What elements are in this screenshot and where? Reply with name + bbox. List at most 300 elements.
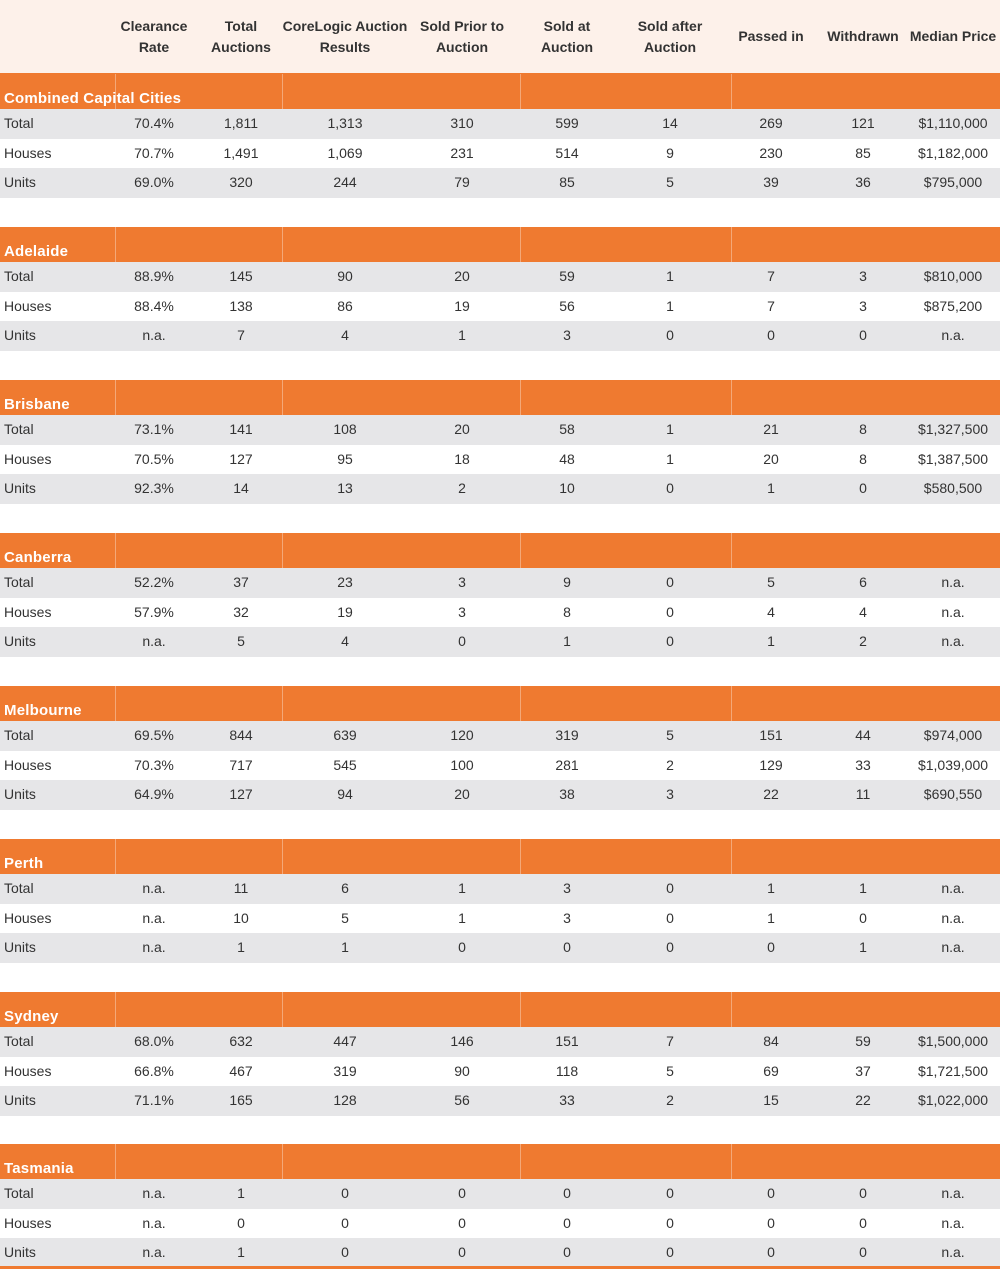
section-title-divider (731, 380, 732, 415)
cell-sold-prior-to-auction: 20 (454, 268, 470, 284)
cell-sold-after-auction: 0 (666, 633, 674, 649)
cell-sold-prior-to-auction: 20 (454, 786, 470, 802)
section-title-divider (520, 227, 521, 262)
cell-sold-prior-to-auction: 310 (450, 115, 474, 131)
cell-withdrawn: 6 (859, 574, 867, 590)
cell-sold-after-auction: 0 (666, 1244, 674, 1260)
cell-corelogic-auction-results: 128 (333, 1092, 357, 1108)
cell-sold-after-auction: 9 (666, 144, 674, 161)
cell-passed-in: 39 (763, 174, 779, 190)
cell-median-price: $1,039,000 (917, 756, 989, 773)
cell-withdrawn: 85 (855, 144, 871, 161)
row-label: Total (4, 421, 34, 437)
table-row (0, 627, 1000, 657)
cell-sold-after-auction: 0 (666, 603, 674, 620)
table-row (0, 1238, 1000, 1268)
section-title-bar (0, 686, 1000, 721)
cell-total-auctions: 320 (229, 174, 253, 190)
section-tasmania (0, 1144, 1000, 1268)
cell-clearance-rate: 70.7% (134, 144, 174, 161)
cell-sold-at-auction: 0 (563, 1185, 571, 1201)
cell-median-price: $1,500,000 (917, 1033, 989, 1049)
section-canberra (0, 533, 1000, 657)
cell-total-auctions: 0 (237, 1214, 245, 1231)
cell-median-price: $875,200 (923, 297, 983, 314)
cell-passed-in: 269 (759, 115, 783, 131)
cell-total-auctions: 141 (229, 421, 253, 437)
cell-corelogic-auction-results: 0 (341, 1214, 349, 1231)
cell-sold-prior-to-auction: 0 (458, 1185, 466, 1201)
column-header-sold-at-auction: Sold at Auction (540, 17, 594, 55)
cell-withdrawn: 44 (855, 727, 871, 743)
column-header-withdrawn: Withdrawn (827, 28, 899, 44)
section-title-divider (282, 74, 283, 109)
cell-total-auctions: 14 (233, 480, 249, 496)
table-row (0, 1027, 1000, 1057)
section-title-divider (115, 380, 116, 415)
row-label: Units (4, 327, 36, 343)
cell-total-auctions: 145 (229, 268, 253, 284)
cell-sold-at-auction: 9 (563, 574, 571, 590)
cell-passed-in: 1 (767, 909, 775, 926)
cell-sold-after-auction: 0 (666, 1185, 674, 1201)
section-title-divider (731, 992, 732, 1027)
section-perth (0, 839, 1000, 963)
cell-median-price: n.a. (941, 633, 965, 649)
row-label: Units (4, 174, 36, 190)
section-title-bar (0, 839, 1000, 874)
section-title-divider (282, 227, 283, 262)
section-title: Perth (4, 855, 44, 872)
table-row (0, 780, 1000, 810)
cell-passed-in: 1 (767, 480, 775, 496)
table-bottom-rule (0, 1266, 1000, 1269)
cell-sold-after-auction: 0 (666, 880, 674, 896)
cell-clearance-rate: n.a. (142, 327, 166, 343)
section-title-bar (0, 992, 1000, 1027)
cell-sold-after-auction: 0 (666, 480, 674, 496)
cell-corelogic-auction-results: 447 (333, 1033, 357, 1049)
cell-total-auctions: 10 (233, 909, 249, 926)
cell-sold-after-auction: 0 (666, 1214, 674, 1231)
cell-median-price: $1,110,000 (918, 115, 988, 131)
table-row (0, 109, 1000, 139)
cell-corelogic-auction-results: 90 (337, 268, 353, 284)
cell-sold-at-auction: 0 (563, 1214, 571, 1231)
table-row (0, 139, 1000, 169)
column-header-sold-prior-to-auction: Sold Prior to Auction (420, 17, 504, 55)
cell-corelogic-auction-results: 244 (333, 174, 357, 190)
table-row (0, 904, 1000, 934)
cell-passed-in: 69 (763, 1062, 779, 1079)
section-title: Brisbane (4, 396, 70, 413)
cell-withdrawn: 8 (859, 421, 867, 437)
cell-withdrawn: 2 (859, 633, 867, 649)
section-title: Melbourne (4, 702, 82, 719)
cell-clearance-rate: 70.4% (134, 115, 174, 131)
cell-sold-after-auction: 7 (666, 1033, 674, 1049)
cell-total-auctions: 127 (229, 786, 253, 802)
cell-corelogic-auction-results: 0 (341, 1244, 349, 1260)
row-label: Houses (4, 1214, 52, 1231)
cell-sold-at-auction: 118 (555, 1062, 579, 1079)
cell-withdrawn: 0 (859, 480, 867, 496)
section-title-divider (282, 380, 283, 415)
section-title-divider (731, 227, 732, 262)
section-title-divider (520, 380, 521, 415)
row-label: Houses (4, 603, 52, 620)
cell-sold-prior-to-auction: 56 (454, 1092, 470, 1108)
cell-corelogic-auction-results: 4 (341, 633, 349, 649)
row-label: Houses (4, 144, 52, 161)
cell-sold-at-auction: 0 (563, 939, 571, 955)
cell-total-auctions: 467 (229, 1062, 253, 1079)
section-title-bar (0, 1144, 1000, 1179)
cell-total-auctions: 1 (237, 1244, 245, 1260)
cell-corelogic-auction-results: 94 (337, 786, 353, 802)
cell-sold-after-auction: 2 (666, 756, 674, 773)
cell-clearance-rate: 68.0% (134, 1033, 174, 1049)
cell-sold-at-auction: 281 (555, 756, 579, 773)
cell-median-price: $580,500 (923, 480, 983, 496)
cell-clearance-rate: n.a. (142, 1185, 166, 1201)
cell-clearance-rate: n.a. (142, 1244, 166, 1260)
cell-sold-at-auction: 0 (563, 1244, 571, 1260)
row-label: Units (4, 786, 36, 802)
section-title: Sydney (4, 1008, 59, 1025)
cell-clearance-rate: 71.1% (134, 1092, 174, 1108)
cell-total-auctions: 632 (229, 1033, 253, 1049)
table-row (0, 1209, 1000, 1239)
cell-sold-prior-to-auction: 1 (458, 880, 466, 896)
row-label: Units (4, 1092, 36, 1108)
cell-sold-after-auction: 0 (666, 939, 674, 955)
cell-withdrawn: 1 (859, 880, 867, 896)
section-title-divider (520, 686, 521, 721)
section-title-divider (282, 839, 283, 874)
cell-corelogic-auction-results: 4 (341, 327, 349, 343)
cell-passed-in: 15 (763, 1092, 779, 1108)
cell-total-auctions: 165 (229, 1092, 253, 1108)
cell-median-price: n.a. (941, 909, 965, 926)
cell-sold-after-auction: 2 (666, 1092, 674, 1108)
cell-sold-after-auction: 1 (666, 421, 674, 437)
section-title: Tasmania (4, 1160, 74, 1177)
column-header-corelogic-auction-results: CoreLogic Auction Results (282, 17, 408, 55)
cell-sold-prior-to-auction: 0 (458, 633, 466, 649)
row-label: Houses (4, 450, 52, 467)
table-row (0, 1179, 1000, 1209)
cell-passed-in: 1 (767, 633, 775, 649)
cell-median-price: n.a. (941, 574, 965, 590)
cell-sold-prior-to-auction: 1 (458, 909, 466, 926)
cell-sold-at-auction: 599 (555, 115, 579, 131)
section-title-divider (731, 839, 732, 874)
row-label: Units (4, 480, 36, 496)
cell-withdrawn: 11 (855, 786, 871, 802)
cell-sold-after-auction: 3 (666, 786, 674, 802)
cell-clearance-rate: 66.8% (134, 1062, 174, 1079)
table-row (0, 933, 1000, 963)
cell-sold-at-auction: 3 (563, 880, 571, 896)
cell-median-price: n.a. (941, 939, 965, 955)
row-label: Total (4, 727, 34, 743)
cell-withdrawn: 22 (855, 1092, 871, 1108)
cell-withdrawn: 0 (859, 909, 867, 926)
table-row (0, 751, 1000, 781)
cell-median-price: $810,000 (923, 268, 983, 284)
cell-withdrawn: 4 (859, 603, 867, 620)
cell-total-auctions: 1,491 (223, 144, 259, 161)
cell-clearance-rate: 88.4% (134, 297, 174, 314)
section-title-bar (0, 74, 1000, 109)
table-header (0, 0, 1000, 76)
row-label: Units (4, 633, 36, 649)
cell-total-auctions: 32 (233, 603, 249, 620)
cell-median-price: n.a. (941, 880, 965, 896)
section-title-divider (115, 686, 116, 721)
cell-corelogic-auction-results: 0 (341, 1185, 349, 1201)
section-title-divider (520, 533, 521, 568)
cell-passed-in: 7 (767, 268, 775, 284)
section-title-bar (0, 533, 1000, 568)
cell-corelogic-auction-results: 1 (341, 939, 349, 955)
cell-sold-prior-to-auction: 146 (450, 1033, 474, 1049)
cell-sold-prior-to-auction: 3 (458, 574, 466, 590)
cell-sold-after-auction: 0 (666, 909, 674, 926)
section-title-divider (115, 533, 116, 568)
cell-sold-prior-to-auction: 120 (450, 727, 474, 743)
cell-sold-at-auction: 59 (559, 268, 575, 284)
cell-total-auctions: 11 (233, 880, 249, 896)
section-title-divider (520, 74, 521, 109)
cell-corelogic-auction-results: 545 (333, 756, 357, 773)
cell-withdrawn: 37 (855, 1062, 871, 1079)
column-header-sold-after-auction: Sold after Auction (637, 17, 703, 55)
cell-corelogic-auction-results: 86 (337, 297, 353, 314)
section-title-divider (731, 74, 732, 109)
cell-median-price: $974,000 (923, 727, 983, 743)
cell-sold-prior-to-auction: 3 (458, 603, 466, 620)
cell-clearance-rate: n.a. (142, 939, 166, 955)
row-label: Total (4, 1033, 34, 1049)
section-title: Adelaide (4, 243, 69, 260)
cell-sold-prior-to-auction: 231 (450, 144, 474, 161)
cell-sold-prior-to-auction: 0 (458, 1214, 466, 1231)
row-label: Total (4, 268, 34, 284)
cell-passed-in: 129 (759, 756, 783, 773)
cell-total-auctions: 5 (237, 633, 245, 649)
cell-corelogic-auction-results: 19 (337, 603, 353, 620)
cell-corelogic-auction-results: 95 (337, 450, 353, 467)
cell-passed-in: 84 (763, 1033, 779, 1049)
cell-corelogic-auction-results: 5 (341, 909, 349, 926)
cell-passed-in: 20 (763, 450, 779, 467)
cell-sold-at-auction: 56 (559, 297, 575, 314)
cell-median-price: n.a. (941, 1214, 965, 1231)
table-row (0, 568, 1000, 598)
cell-clearance-rate: 57.9% (134, 603, 174, 620)
cell-passed-in: 4 (767, 603, 775, 620)
cell-sold-prior-to-auction: 0 (458, 939, 466, 955)
table-row (0, 321, 1000, 351)
cell-withdrawn: 0 (859, 1214, 867, 1231)
cell-median-price: n.a. (941, 1185, 965, 1201)
cell-passed-in: 1 (767, 880, 775, 896)
cell-sold-at-auction: 1 (563, 633, 571, 649)
cell-sold-after-auction: 1 (666, 268, 674, 284)
cell-median-price: $690,550 (923, 786, 983, 802)
cell-passed-in: 5 (767, 574, 775, 590)
cell-corelogic-auction-results: 23 (337, 574, 353, 590)
cell-sold-at-auction: 85 (559, 174, 575, 190)
cell-median-price: $1,721,500 (917, 1062, 989, 1079)
row-label: Total (4, 1185, 34, 1201)
cell-corelogic-auction-results: 1,313 (327, 115, 363, 131)
cell-clearance-rate: 70.5% (134, 450, 174, 467)
cell-sold-at-auction: 514 (555, 144, 579, 161)
section-adelaide (0, 227, 1000, 351)
cell-withdrawn: 33 (855, 756, 871, 773)
cell-passed-in: 7 (767, 297, 775, 314)
cell-total-auctions: 7 (237, 327, 245, 343)
cell-sold-at-auction: 58 (559, 421, 575, 437)
section-sydney (0, 992, 1000, 1116)
section-title-bar (0, 227, 1000, 262)
cell-passed-in: 0 (767, 939, 775, 955)
cell-median-price: n.a. (941, 327, 965, 343)
section-title-divider (520, 1144, 521, 1179)
column-header-median-price: Median Price (909, 28, 997, 44)
cell-sold-prior-to-auction: 20 (454, 421, 470, 437)
table-row (0, 474, 1000, 504)
section-title-divider (282, 686, 283, 721)
cell-median-price: $1,182,000 (917, 144, 989, 161)
cell-withdrawn: 0 (859, 327, 867, 343)
cell-withdrawn: 3 (859, 268, 867, 284)
cell-clearance-rate: n.a. (142, 880, 166, 896)
cell-sold-prior-to-auction: 79 (454, 174, 470, 190)
section-title-divider (115, 1144, 116, 1179)
cell-sold-at-auction: 151 (555, 1033, 579, 1049)
cell-sold-at-auction: 3 (563, 327, 571, 343)
row-label: Units (4, 939, 36, 955)
row-label: Total (4, 880, 34, 896)
section-title-divider (115, 74, 116, 109)
cell-sold-after-auction: 5 (666, 727, 674, 743)
cell-sold-after-auction: 5 (666, 174, 674, 190)
cell-clearance-rate: 64.9% (134, 786, 174, 802)
cell-withdrawn: 36 (855, 174, 871, 190)
row-label: Houses (4, 1062, 52, 1079)
section-melbourne (0, 686, 1000, 810)
cell-corelogic-auction-results: 639 (333, 727, 357, 743)
cell-median-price: n.a. (941, 603, 965, 620)
cell-clearance-rate: 92.3% (134, 480, 174, 496)
section-title-divider (115, 839, 116, 874)
cell-withdrawn: 121 (851, 115, 875, 131)
cell-sold-after-auction: 0 (666, 327, 674, 343)
row-label: Houses (4, 756, 52, 773)
cell-sold-at-auction: 33 (559, 1092, 575, 1108)
cell-passed-in: 0 (767, 1185, 775, 1201)
cell-corelogic-auction-results: 6 (341, 880, 349, 896)
cell-sold-at-auction: 3 (563, 909, 571, 926)
cell-clearance-rate: n.a. (142, 909, 166, 926)
cell-sold-at-auction: 8 (563, 603, 571, 620)
cell-total-auctions: 37 (233, 574, 249, 590)
section-title-divider (731, 533, 732, 568)
table-row (0, 415, 1000, 445)
cell-sold-prior-to-auction: 2 (458, 480, 466, 496)
section-brisbane (0, 380, 1000, 504)
cell-total-auctions: 1,811 (224, 115, 258, 131)
cell-total-auctions: 1 (237, 1185, 245, 1201)
cell-sold-after-auction: 1 (666, 297, 674, 314)
cell-passed-in: 0 (767, 327, 775, 343)
column-header-clearance-rate: Clearance Rate (120, 17, 188, 55)
cell-withdrawn: 3 (859, 297, 867, 314)
cell-total-auctions: 844 (229, 727, 253, 743)
cell-clearance-rate: 69.5% (134, 727, 174, 743)
section-title-divider (282, 533, 283, 568)
cell-sold-at-auction: 10 (559, 480, 575, 496)
section-title: Canberra (4, 549, 72, 566)
cell-sold-after-auction: 5 (666, 1062, 674, 1079)
section-title-divider (520, 839, 521, 874)
cell-withdrawn: 59 (855, 1033, 871, 1049)
cell-passed-in: 230 (759, 144, 783, 161)
cell-total-auctions: 717 (229, 756, 253, 773)
cell-sold-after-auction: 0 (666, 574, 674, 590)
section-title: Combined Capital Cities (4, 90, 182, 107)
table-row (0, 445, 1000, 475)
cell-passed-in: 0 (767, 1244, 775, 1260)
table-row (0, 262, 1000, 292)
cell-corelogic-auction-results: 319 (333, 1062, 357, 1079)
section-title-divider (520, 992, 521, 1027)
cell-sold-prior-to-auction: 18 (454, 450, 470, 467)
cell-total-auctions: 138 (229, 297, 253, 314)
section-title-divider (115, 227, 116, 262)
cell-sold-prior-to-auction: 100 (450, 756, 474, 773)
cell-withdrawn: 8 (859, 450, 867, 467)
table-row (0, 1057, 1000, 1087)
cell-median-price: $1,022,000 (917, 1092, 989, 1108)
cell-corelogic-auction-results: 1,069 (327, 144, 363, 161)
table-row (0, 168, 1000, 198)
table-row (0, 1086, 1000, 1116)
section-title-divider (115, 992, 116, 1027)
cell-passed-in: 21 (763, 421, 779, 437)
cell-sold-at-auction: 319 (555, 727, 579, 743)
row-label: Total (4, 115, 34, 131)
section-title-divider (731, 686, 732, 721)
cell-sold-at-auction: 38 (559, 786, 575, 802)
cell-clearance-rate: n.a. (142, 1214, 166, 1231)
cell-corelogic-auction-results: 13 (337, 480, 353, 496)
section-title-divider (731, 1144, 732, 1179)
row-label: Total (4, 574, 34, 590)
cell-clearance-rate: 70.3% (134, 756, 174, 773)
section-title-divider (282, 992, 283, 1027)
column-header-total-auctions: Total Auctions (211, 17, 271, 55)
cell-sold-prior-to-auction: 19 (454, 297, 470, 314)
cell-sold-prior-to-auction: 1 (458, 327, 466, 343)
row-label: Houses (4, 297, 52, 314)
cell-clearance-rate: 73.1% (134, 421, 174, 437)
cell-corelogic-auction-results: 108 (333, 421, 357, 437)
